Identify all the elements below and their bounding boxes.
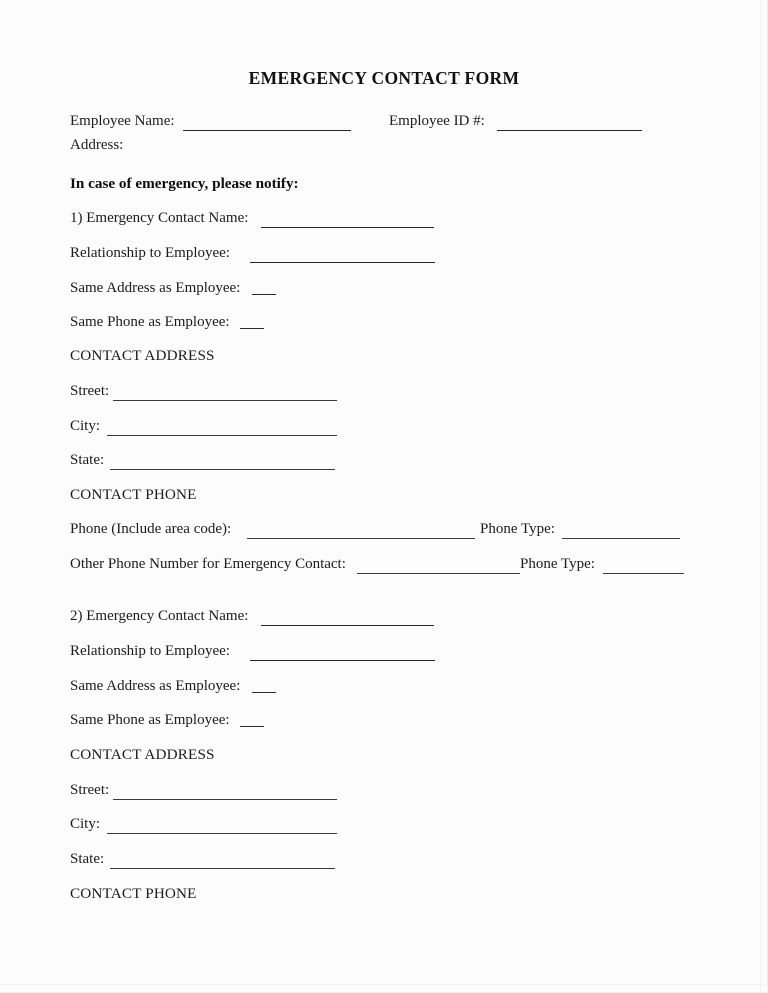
contact1-name-label: 1) Emergency Contact Name: [70, 210, 249, 226]
contact2-relationship-label: Relationship to Employee: [70, 643, 230, 659]
page-title: EMERGENCY CONTACT FORM [248, 68, 520, 88]
contact1-phone-label: Phone (Include area code): [70, 521, 232, 537]
contact1-same-address-field-rule[interactable] [252, 294, 276, 295]
contact1-address-heading: CONTACT ADDRESS [70, 347, 215, 364]
contact2-same-address-field-rule[interactable] [252, 692, 276, 693]
contact1-phone-field-rule[interactable] [247, 538, 475, 539]
contact1-other-phone-type-label: Phone Type: [520, 556, 595, 572]
contact2-state-field-rule[interactable] [110, 868, 335, 869]
contact2-city-label: City: [70, 816, 101, 832]
contact1-same-phone-field-rule[interactable] [240, 328, 264, 329]
employee-name-label: Employee Name: [70, 113, 175, 129]
contact1-other-phone-field-rule[interactable] [357, 573, 520, 574]
contact2-state-label: State: [70, 851, 105, 867]
contact1-city-label: City: [70, 418, 101, 434]
contact1-same-phone-label: Same Phone as Employee: [70, 314, 230, 330]
contact1-state-label: State: [70, 452, 105, 468]
contact1-name-field-rule[interactable] [261, 227, 434, 228]
contact2-name-label: 2) Emergency Contact Name: [70, 608, 249, 624]
contact2-phone-heading: CONTACT PHONE [70, 885, 197, 902]
employee-id-label: Employee ID #: [389, 113, 485, 129]
contact2-same-address-label: Same Address as Employee: [70, 678, 241, 694]
contact2-same-phone-label: Same Phone as Employee: [70, 712, 230, 728]
contact2-street-label: Street: [70, 782, 110, 798]
contact1-state-field-rule[interactable] [110, 469, 335, 470]
contact1-phone-heading: CONTACT PHONE [70, 486, 197, 503]
contact1-relationship-field-rule[interactable] [250, 262, 435, 263]
contact2-same-phone-field-rule[interactable] [240, 726, 264, 727]
contact1-other-phone-type-field-rule[interactable] [603, 573, 684, 574]
contact1-phone-type-field-rule[interactable] [562, 538, 680, 539]
contact2-address-heading: CONTACT ADDRESS [70, 746, 215, 763]
employee-id-field-rule[interactable] [497, 130, 642, 131]
contact1-other-phone-label: Other Phone Number for Emergency Contact: [70, 556, 346, 572]
contact1-same-address-label: Same Address as Employee: [70, 280, 241, 296]
contact1-relationship-label: Relationship to Employee: [70, 245, 230, 261]
contact2-name-field-rule[interactable] [261, 625, 434, 626]
contact1-city-field-rule[interactable] [107, 435, 337, 436]
contact2-city-field-rule[interactable] [107, 833, 337, 834]
contact2-relationship-field-rule[interactable] [250, 660, 435, 661]
employee-address-label: Address: [70, 137, 124, 153]
contact1-street-field-rule[interactable] [113, 400, 337, 401]
employee-name-field-rule[interactable] [183, 130, 351, 131]
contact2-street-field-rule[interactable] [113, 799, 337, 800]
contact1-phone-type-label: Phone Type: [480, 521, 555, 537]
notify-heading: In case of emergency, please notify: [70, 175, 299, 192]
contact1-street-label: Street: [70, 383, 110, 399]
